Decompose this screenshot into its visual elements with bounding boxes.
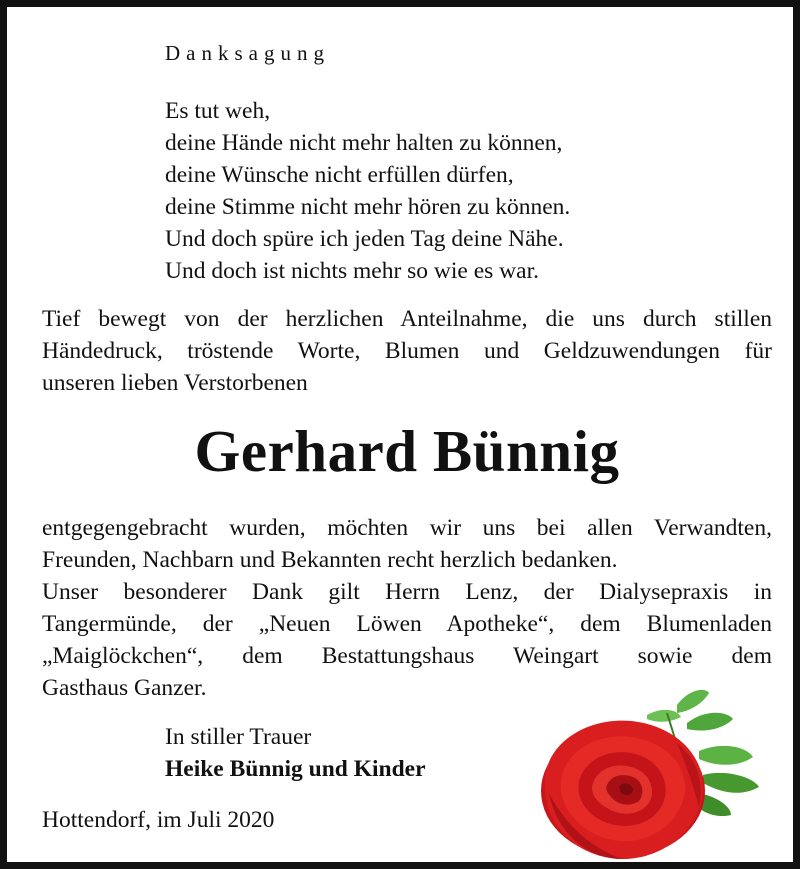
thanks-line: entgegengebracht wurden, möchten wir uns bei allen Verwandten, — [42, 515, 772, 541]
poem-line: deine Hände nicht mehr halten zu können, — [165, 130, 563, 156]
intro-line: unseren lieben Verstorbenen — [42, 370, 308, 396]
thanks-line: Freunden, Nachbarn und Bekannten recht herzlich bedanken. — [42, 547, 618, 573]
thanks-line: Gasthaus Ganzer. — [42, 675, 207, 701]
mourning-block — [165, 721, 426, 785]
mourning-label: In stiller Trauer — [165, 724, 312, 750]
intro-paragraph — [42, 303, 772, 399]
poem-line: Es tut weh, — [165, 98, 271, 124]
poem-line: Und doch ist nichts mehr so wie es war. — [165, 258, 539, 284]
rose-blossom — [541, 721, 705, 859]
thanks-line: „Maiglöckchen“, dem Bestattungshaus Weingart sowie dem — [42, 643, 772, 669]
place-date: Hottendorf, im Juli 2020 — [42, 807, 275, 833]
intro-line: Händedruck, tröstende Worte, Blumen und Geldzuwendungen für — [42, 338, 772, 364]
poem — [165, 95, 570, 287]
signers: Heike Bünnig und Kinder — [165, 756, 426, 782]
poem-line: deine Wünsche nicht erfüllen dürfen, — [165, 162, 514, 188]
rose-image — [527, 683, 767, 869]
poem-line: deine Stimme nicht mehr hören zu können. — [165, 194, 571, 220]
poem-line: Und doch spüre ich jeden Tag deine Nähe. — [165, 226, 564, 252]
heading: Danksagung — [165, 41, 330, 65]
thanks-paragraph — [42, 512, 772, 704]
intro-line: Tief bewegt von der herzlichen Anteilnahme, die uns durch stillen — [42, 306, 772, 332]
thanks-line: Unser besonderer Dank gilt Herrn Lenz, der Dialysepraxis in — [42, 579, 772, 605]
thanks-line: Tangermünde, der „Neuen Löwen Apotheke“, dem Blumenladen — [42, 611, 772, 637]
deceased-name: Gerhard Bünnig — [194, 418, 620, 484]
